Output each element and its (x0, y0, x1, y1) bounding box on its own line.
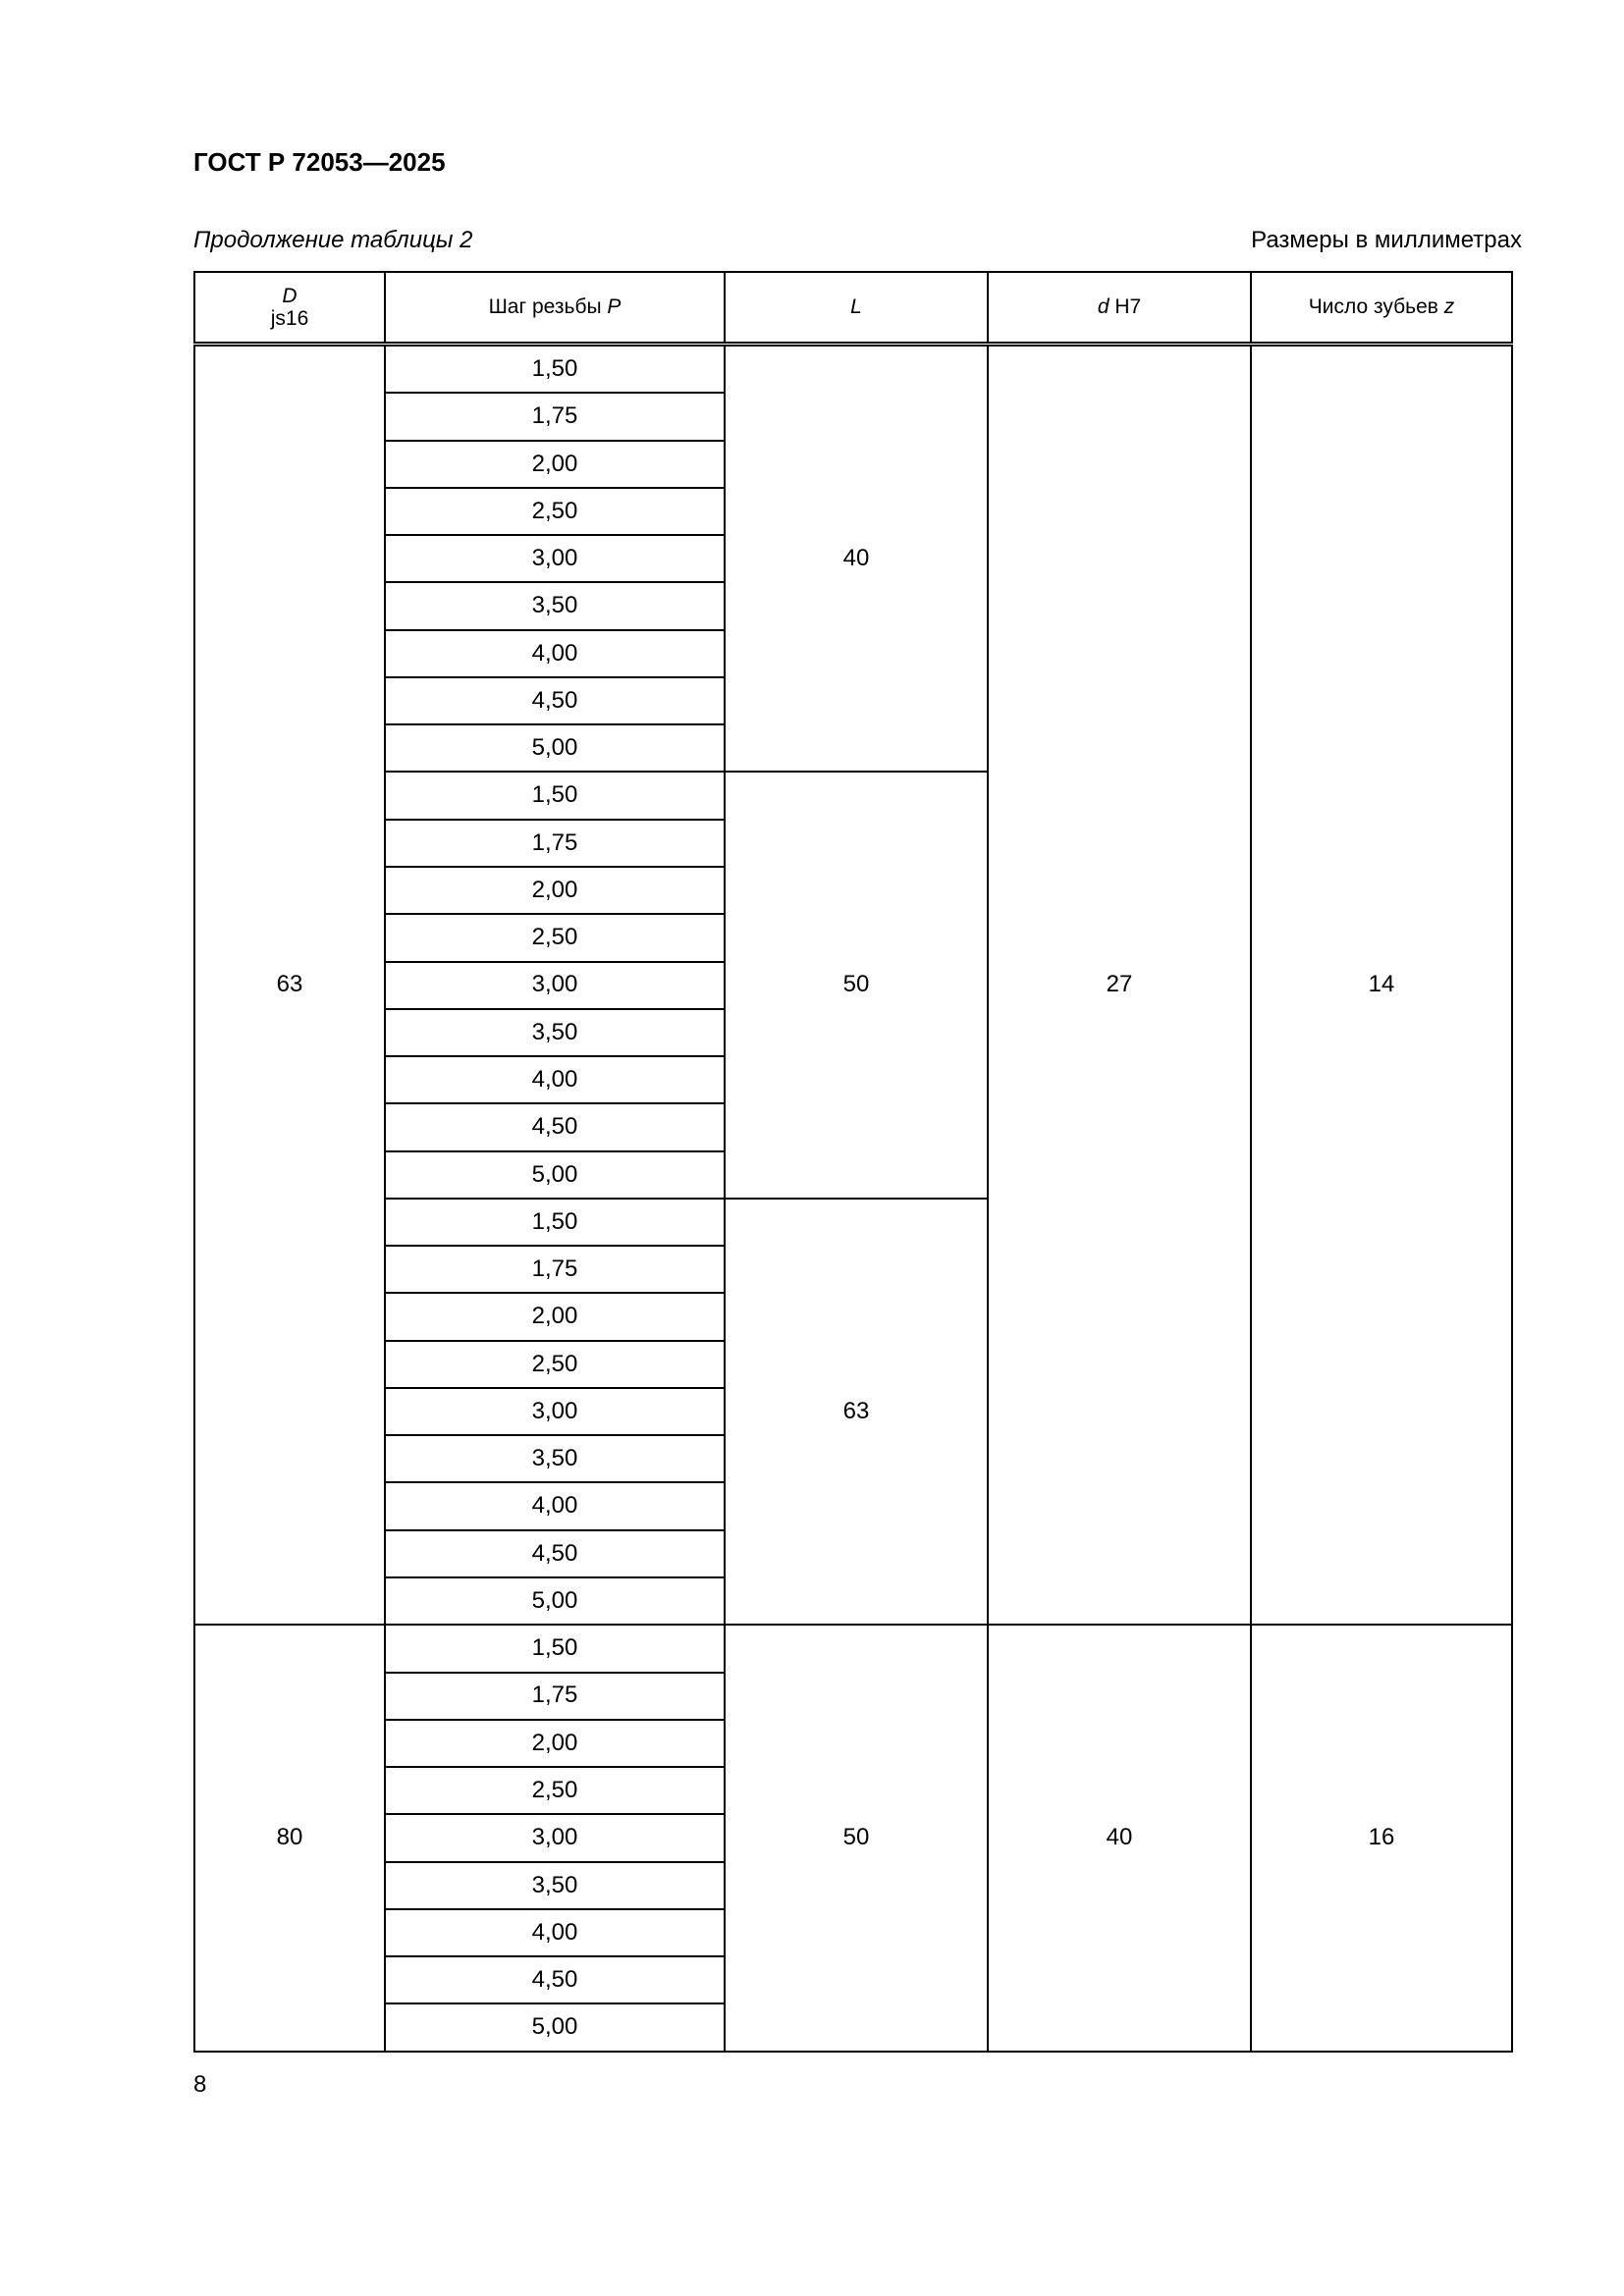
table-continuation-caption: Продолжение таблицы 2 (193, 227, 473, 253)
header-number-of-teeth-label: Число зубьев (1308, 295, 1444, 319)
header-thread-pitch (385, 272, 725, 345)
thread-pitch-cell: 1,50 (385, 1199, 725, 1246)
thread-pitch-cell: 1,50 (385, 1625, 725, 1672)
thread-pitch-cell: 3,00 (385, 1388, 725, 1435)
thread-pitch-cell: 1,75 (385, 820, 725, 867)
header-thread-pitch-symbol: P (607, 295, 622, 319)
thread-pitch-cell: 2,00 (385, 1720, 725, 1767)
thread-pitch-cell: 2,50 (385, 914, 725, 961)
thread-pitch-cell: 4,50 (385, 1103, 725, 1150)
thread-pitch-cell: 2,00 (385, 867, 725, 914)
thread-pitch-cell: 2,00 (385, 441, 725, 488)
page-number: 8 (193, 2071, 207, 2098)
table-row (194, 345, 1512, 394)
number-of-teeth-cell: 14 (1251, 345, 1512, 1626)
bore-diameter-cell: 40 (988, 1625, 1251, 2052)
thread-pitch-cell: 2,50 (385, 1341, 725, 1388)
dimensions-table (193, 271, 1513, 2053)
header-number-of-teeth-symbol: z (1443, 295, 1455, 319)
header-outer-diameter-tolerance: js16 (270, 307, 309, 330)
thread-pitch-cell: 1,50 (385, 772, 725, 819)
thread-pitch-cell: 4,00 (385, 630, 725, 677)
header-length-symbol: L (850, 295, 862, 319)
table-header-row (194, 272, 1512, 345)
table-body (194, 345, 1512, 2053)
thread-pitch-cell: 4,50 (385, 1956, 725, 2003)
header-bore-diameter-tolerance: H7 (1109, 295, 1142, 319)
thread-pitch-cell: 3,00 (385, 962, 725, 1009)
table-row (194, 1625, 1512, 1672)
thread-pitch-cell: 5,00 (385, 2003, 725, 2052)
thread-pitch-cell: 3,50 (385, 1862, 725, 1909)
table-header (194, 272, 1512, 345)
thread-pitch-cell: 4,00 (385, 1056, 725, 1103)
thread-pitch-cell: 2,50 (385, 1767, 725, 1814)
thread-pitch-cell: 2,50 (385, 488, 725, 535)
length-cell: 40 (725, 345, 988, 773)
header-number-of-teeth (1251, 272, 1512, 345)
thread-pitch-cell: 3,50 (385, 1009, 725, 1056)
thread-pitch-cell: 3,50 (385, 1435, 725, 1482)
thread-pitch-cell: 3,50 (385, 582, 725, 629)
thread-pitch-cell: 4,50 (385, 1530, 725, 1577)
thread-pitch-cell: 4,50 (385, 677, 725, 724)
thread-pitch-cell: 4,00 (385, 1909, 725, 1956)
length-cell: 63 (725, 1199, 988, 1625)
thread-pitch-cell: 1,75 (385, 1246, 725, 1293)
units-note: Размеры в миллиметрах (1251, 227, 1522, 253)
thread-pitch-cell: 4,00 (385, 1482, 725, 1529)
thread-pitch-cell: 5,00 (385, 1151, 725, 1199)
header-outer-diameter (194, 272, 385, 345)
thread-pitch-cell: 1,50 (385, 345, 725, 394)
thread-pitch-cell: 1,75 (385, 393, 725, 440)
thread-pitch-cell: 3,00 (385, 1814, 725, 1861)
document-title: ГОСТ Р 72053—2025 (193, 147, 446, 177)
outer-diameter-cell: 63 (194, 345, 385, 1626)
outer-diameter-cell: 80 (194, 1625, 385, 2052)
header-length (725, 272, 988, 345)
thread-pitch-cell: 1,75 (385, 1673, 725, 1720)
thread-pitch-cell: 5,00 (385, 1577, 725, 1625)
dimensions-table-container (193, 271, 1511, 2053)
length-cell: 50 (725, 772, 988, 1198)
length-cell: 50 (725, 1625, 988, 2052)
bore-diameter-cell: 27 (988, 345, 1251, 1626)
number-of-teeth-cell: 16 (1251, 1625, 1512, 2052)
thread-pitch-cell: 2,00 (385, 1293, 725, 1340)
thread-pitch-cell: 5,00 (385, 724, 725, 772)
header-bore-diameter-symbol: d (1097, 295, 1110, 319)
header-outer-diameter-symbol: D (282, 284, 298, 307)
header-thread-pitch-label: Шаг резьбы (488, 295, 608, 319)
thread-pitch-cell: 3,00 (385, 535, 725, 582)
header-bore-diameter (988, 272, 1251, 345)
